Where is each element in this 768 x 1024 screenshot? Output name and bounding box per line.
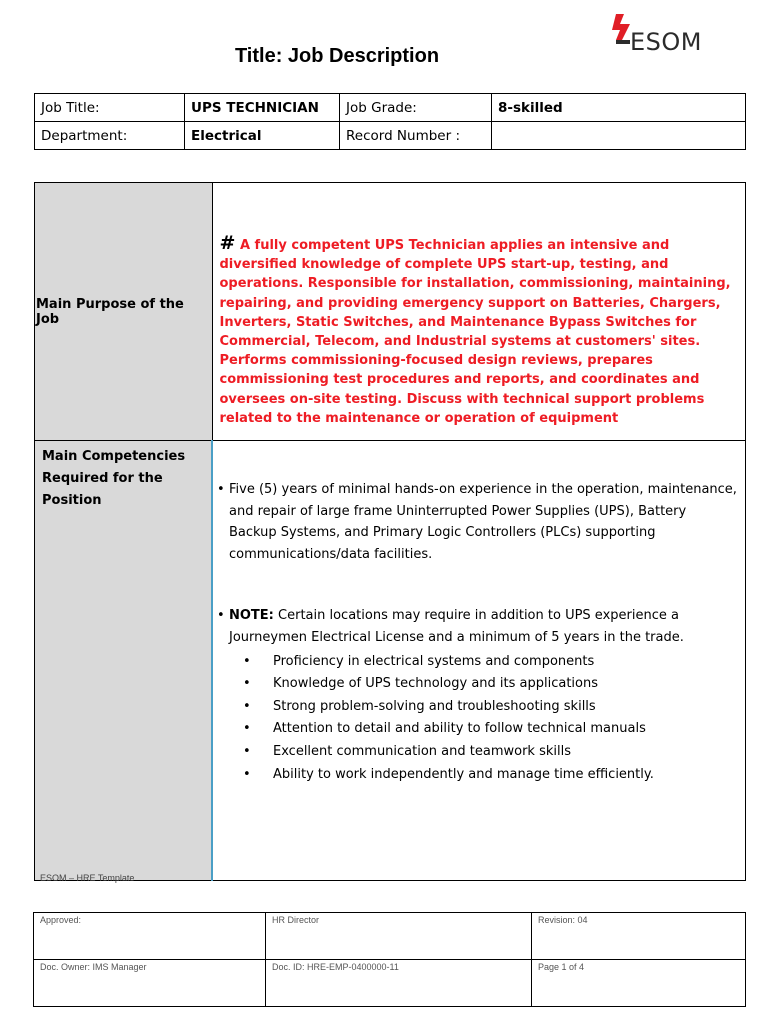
purpose-cell [212,183,746,441]
job-title-label: Job Title: [35,94,185,122]
competencies-cell [212,441,746,881]
revision-cell: Revision: 04 [532,913,746,960]
bullet-icon: • [217,608,225,624]
hash-marker: # [219,232,236,254]
purpose-label: Main Purpose of the Job [36,296,184,327]
record-number-value [492,122,746,150]
bullet-icon: • [243,698,251,714]
competencies-label: Main Competencies Required for the Position [42,449,186,508]
bullet-icon: • [243,766,251,782]
list-item [243,651,737,674]
job-header-table [34,93,746,150]
list-item [217,605,737,648]
skill-text: Ability to work independently and manage time efficiently. [273,766,654,782]
record-number-label: Record Number : [340,122,492,150]
purpose-label-cell [35,183,213,441]
skill-text: Attention to detail and ability to follow technical manuals [273,721,646,737]
department-label: Department: [35,122,185,150]
purpose-text-block [214,184,745,428]
skill-text: Proficiency in electrical systems and components [273,653,595,669]
doc-owner-cell: Doc. Owner: IMS Manager [34,960,266,1007]
table-row [34,960,746,1007]
list-item [243,718,737,741]
list-item [217,479,737,565]
table-row [35,122,746,150]
job-grade-label: Job Grade: [340,94,492,122]
job-grade-value: 8-skilled [492,94,746,122]
skill-text: Strong problem-solving and troubleshooting skills [273,698,596,714]
page-number-cell: Page 1 of 4 [532,960,746,1007]
list-item [243,696,737,719]
list-item [243,673,737,696]
bullet-icon: • [243,676,251,692]
template-note: ESOM – HRE Template [40,873,135,883]
department-value: Electrical [185,122,340,150]
esom-logo-mark-icon [610,14,632,48]
approved-cell: Approved: [34,913,266,960]
bullet-icon: • [243,721,251,737]
skill-text: Excellent communication and teamwork skills [273,743,571,759]
note-bullet [229,605,737,648]
table-row [35,441,746,881]
doc-id-cell: Doc. ID: HRE-EMP-0400000-11 [266,960,532,1007]
table-row [34,913,746,960]
approver-cell: HR Director [266,913,532,960]
table-row [35,94,746,122]
competencies-label-cell [35,441,213,881]
purpose-text: A fully competent UPS Technician applies an intensive and diversified knowledge of complete UPS start-up, testing, and operations. Responsible for installation, commissioning, maintaining, repairing, and providing emergency support on Batteries, Chargers, Inverters, Static Switches, and Maintenance Bypass Switches for Commercial, Telecom, and Industrial systems at customers' sites. Performs commissioning-focused design reviews, prepares commissioning test procedures and reports, and coordinates and oversees on-site testing. Discuss with technical support problems related to the maintenance or operation of equipment [219,238,731,426]
logo-text: ESOM [630,28,702,56]
bullet-icon: • [243,743,251,759]
note-text: Certain locations may require in addition to UPS experience a Journeymen Electrical License and a minimum of 5 years in the trade. [229,608,684,645]
job-title-value: UPS TECHNICIAN [185,94,340,122]
job-description-table [34,182,746,881]
experience-bullet: Five (5) years of minimal hands-on experience in the operation, maintenance, and repair of large frame Uninterrupted Power Supplies (UPS), Battery Backup Systems, and Primary Logic Controllers (PLCs) supporting communications/data facilities. [229,482,737,562]
bullet-icon: • [217,482,225,497]
note-lead: NOTE: [229,608,274,624]
table-row [35,183,746,441]
document-control-table [33,912,746,1007]
list-item [243,764,737,787]
bullet-icon: • [243,653,251,669]
skills-list [217,651,737,787]
skill-text: Knowledge of UPS technology and its applications [273,676,598,692]
list-item [243,741,737,764]
document-title: Title: Job Description [234,45,440,67]
